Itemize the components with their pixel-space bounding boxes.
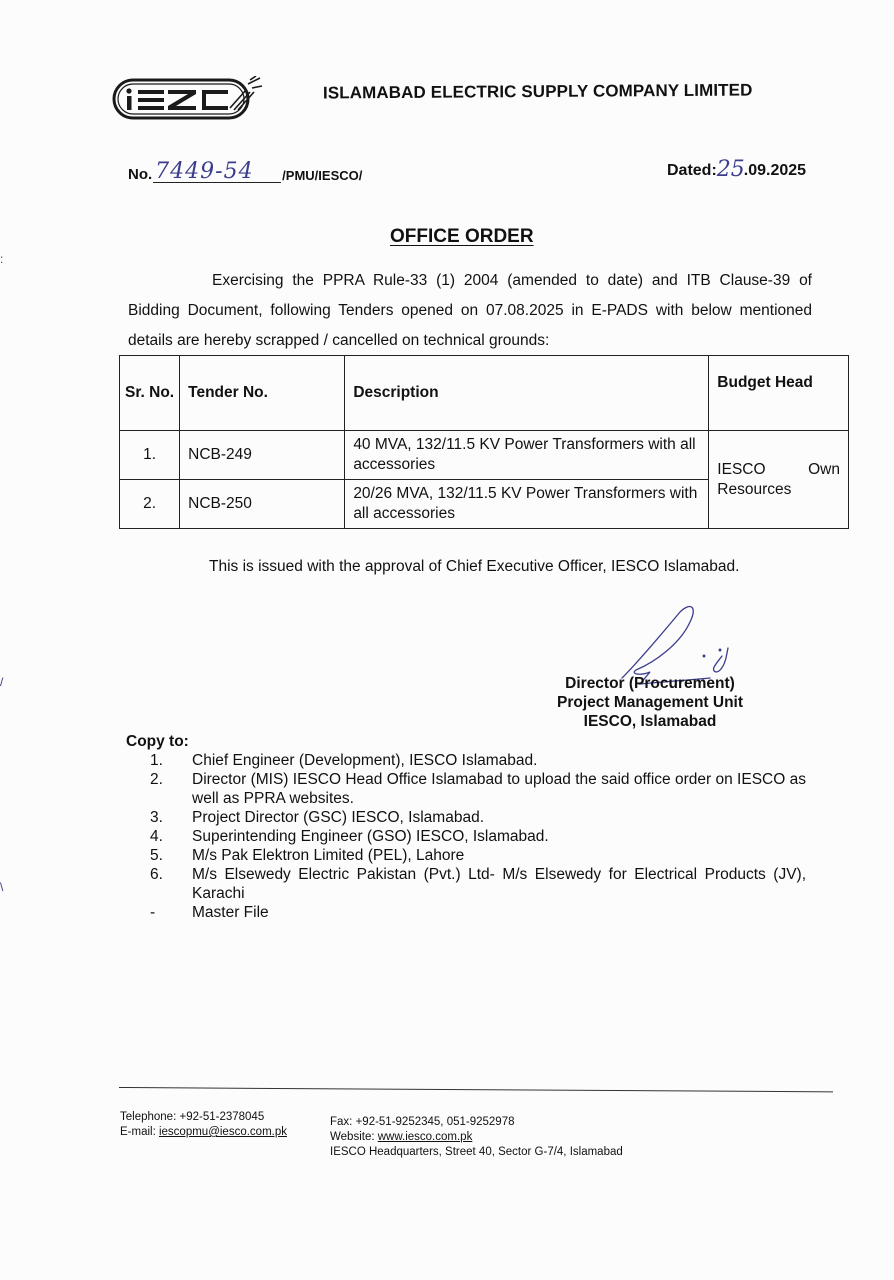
cell-sr-no: 1. (120, 431, 180, 480)
col-header-tender-no: Tender No. (180, 356, 345, 431)
date-line (667, 157, 807, 182)
list-item-number: - (150, 904, 156, 921)
signatory-block (540, 674, 760, 731)
budget-head-word: Own (808, 460, 840, 478)
fax-numbers: +92-51-9252345, 051-9252978 (355, 1116, 515, 1128)
cell-tender-no: NCB-249 (180, 431, 345, 480)
footer-fax (330, 1115, 623, 1130)
telephone-number: +92-51-2378045 (179, 1111, 265, 1123)
list-item-text: Superintending Engineer (GSO) IESCO, Islamabad. (192, 828, 549, 845)
email-link[interactable]: iescopmu@iesco.com.pk (158, 1126, 287, 1138)
footer-email (120, 1125, 287, 1140)
handwritten-day: 25 (716, 157, 745, 182)
scan-edge-mark: : (0, 252, 4, 266)
list-item (126, 808, 806, 827)
table-row (120, 431, 849, 480)
col-header-budget-head: Budget Head (709, 356, 849, 431)
order-paragraph (128, 266, 812, 356)
copy-to-heading: Copy to: (126, 733, 189, 750)
iesco-logo (112, 76, 264, 122)
signatory-unit: Project Management Unit (556, 694, 744, 711)
list-item-number: 5. (150, 847, 163, 864)
col-header-sr-no: Sr. No. (120, 356, 180, 431)
footer-website (330, 1130, 623, 1145)
website-label: Website: (330, 1131, 375, 1143)
list-item (126, 751, 806, 770)
reference-number (128, 159, 363, 184)
cell-tender-no: NCB-250 (180, 480, 345, 529)
approval-statement: This is issued with the approval of Chief Executive Officer, IESCO Islamabad. (209, 558, 740, 575)
budget-head-word: Resources (717, 480, 792, 498)
list-item (126, 846, 806, 865)
list-item-text: M/s Elsewedy Electric Pakistan (Pvt.) Ltd- M/s Elsewedy for Electrical Products (JV), Karachi (192, 866, 806, 902)
fax-label: Fax: (330, 1116, 353, 1128)
list-item-number: 6. (150, 866, 163, 883)
list-item (126, 865, 806, 903)
iesco-logo-icon (112, 76, 264, 122)
scan-edge-mark: \ (0, 880, 4, 894)
footer-telephone (120, 1110, 287, 1125)
list-item-text: Master File (192, 904, 269, 921)
date-rest: .09.2025 (743, 162, 807, 179)
cell-description: 20/26 MVA, 132/11.5 KV Power Transformers with all accessories (345, 480, 709, 529)
list-item-number: 3. (150, 809, 163, 826)
ref-prefix: No. (128, 166, 153, 183)
list-item-text: M/s Pak Elektron Limited (PEL), Lahore (192, 847, 465, 864)
scan-edge-mark: / (0, 675, 4, 689)
company-name: ISLAMABAD ELECTRIC SUPPLY COMPANY LIMITED (322, 80, 753, 103)
ref-number-blank (153, 159, 281, 184)
list-item-number: 1. (150, 752, 163, 769)
list-item (126, 770, 806, 808)
signatory-designation: Director (Procurement) (565, 675, 735, 692)
footer-contact-left (120, 1110, 287, 1140)
cell-description: 40 MVA, 132/11.5 KV Power Transformers with all accessories (345, 431, 709, 480)
telephone-label: Telephone: (120, 1111, 177, 1123)
footer-contact-right (330, 1115, 623, 1160)
document-title: OFFICE ORDER (390, 226, 534, 247)
copy-to-list (126, 751, 806, 922)
budget-head-word: IESCO (717, 460, 766, 478)
cell-budget-head (709, 431, 849, 529)
list-item-text: Chief Engineer (Development), IESCO Islamabad. (192, 752, 538, 769)
email-label: E-mail: (120, 1126, 156, 1138)
ref-suffix: /PMU/IESCO/ (282, 168, 363, 183)
date-label: Dated: (667, 162, 717, 179)
handwritten-ref-number: 7449-54 (155, 159, 254, 184)
table-header-row (120, 356, 849, 431)
list-item (126, 903, 806, 922)
list-item-text: Project Director (GSC) IESCO, Islamabad. (192, 809, 484, 826)
footer-divider (119, 1087, 833, 1092)
col-header-description: Description (345, 356, 709, 431)
website-link[interactable]: www.iesco.com.pk (377, 1131, 473, 1143)
list-item-text: Director (MIS) IESCO Head Office Islamabad to upload the said office order on IESCO as well as PPRA websites. (192, 771, 806, 807)
list-item (126, 827, 806, 846)
tenders-table (119, 355, 849, 529)
list-item-number: 4. (150, 828, 163, 845)
footer-address: IESCO Headquarters, Street 40, Sector G-7/4, Islamabad (330, 1146, 623, 1158)
order-paragraph-text: Exercising the PPRA Rule-33 (1) 2004 (amended to date) and ITB Clause-39 of Bidding Document, following Tenders opened on 07.08.2025 in E-PADS with below mentioned details are hereby scrapped / cancelled on technical grounds: (128, 272, 812, 349)
signatory-office: IESCO, Islamabad (583, 713, 717, 730)
cell-sr-no: 2. (120, 480, 180, 529)
list-item-number: 2. (150, 771, 163, 788)
